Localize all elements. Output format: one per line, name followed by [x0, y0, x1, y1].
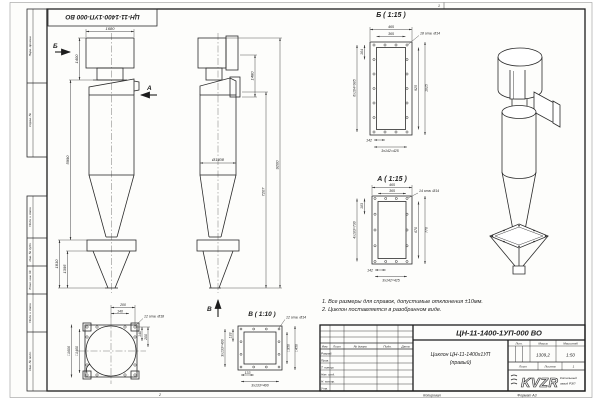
dim-label: 770: [424, 227, 429, 233]
dim-label: 142: [367, 268, 373, 273]
dim-label: 200: [120, 303, 126, 307]
company-name-line1: Котельный: [560, 376, 577, 380]
view-title: Б ( 1:15 ): [376, 12, 406, 19]
company-name-line2: завод РЭП: [560, 381, 576, 386]
stamp-label: Подп. и дата: [28, 207, 32, 227]
dim-label: 183: [360, 203, 364, 209]
dim-label: 465: [388, 25, 394, 29]
note-line-1: 1. Все размеры для справок, допустимые отклонения ±10мм.: [322, 299, 483, 305]
dim-label: 3х133=400: [220, 339, 225, 357]
format-label: Формат А3: [517, 393, 537, 398]
sig-row-label: Пров.: [321, 358, 330, 363]
scale-value: 1:50: [566, 352, 575, 358]
scale-label: Масштаб: [563, 341, 578, 346]
sig-row-label: Нач. отд.: [321, 372, 335, 377]
stamp-label: Инв. № подл.: [28, 351, 32, 371]
dim-label: 9200: [274, 160, 280, 170]
col-header: Изм.: [321, 344, 329, 349]
lit-label: Лит.: [515, 341, 523, 346]
dim-label: 3х133=400: [251, 383, 269, 388]
stamp-label: Перв. примен.: [28, 35, 32, 57]
stamp-label: Взам. инв. №: [28, 270, 32, 290]
doc-number: ЦН-11-1400-1УП-000 ВО: [456, 328, 542, 338]
dim-label: 1680: [105, 25, 115, 31]
sig-row-label: Т. контр.: [321, 365, 335, 370]
sheets-value: 1: [572, 364, 575, 369]
sig-row-label: Утв.: [321, 386, 329, 391]
product-name: Циклон ЦН-11-1400х1УП: [430, 352, 491, 358]
dim-label: 465: [389, 183, 395, 187]
dim-label: 140: [137, 331, 142, 337]
holes-note: 14 отв. Ø14: [419, 189, 440, 193]
dim-label: Ø1408: [211, 157, 225, 162]
product-variant: (правый): [449, 360, 472, 366]
dim-label: 164: [360, 49, 364, 55]
dim-label: □450: [294, 344, 299, 352]
dim-label: 5990: [65, 155, 70, 165]
dim-label: 1480: [249, 71, 255, 81]
copied-label: Копировал: [423, 393, 441, 398]
note-line-2: 2. Циклон поставляется в разобранном виде.: [322, 307, 442, 313]
dim-label: 670: [414, 227, 418, 233]
dim-label: 133: [228, 332, 233, 339]
col-header: Подп.: [383, 344, 392, 349]
dim-label: 1810: [54, 259, 59, 269]
sheet-label: Лист: [519, 364, 527, 369]
dim-label: 365: [388, 32, 394, 36]
view-title: А ( 1:15 ): [377, 176, 407, 183]
section-arrow-a-label: А: [147, 85, 152, 92]
dim-label: 925: [414, 85, 418, 91]
dim-label: 1400: [74, 54, 79, 64]
fold-mark-bottom: 2: [159, 393, 161, 397]
mass-label: Масса: [538, 341, 548, 346]
dim-label: 1025: [424, 84, 429, 92]
section-arrow-b-label: Б: [53, 43, 58, 50]
view-title: В ( 1:10 ): [248, 311, 276, 318]
dim-label: □350: [286, 344, 291, 352]
dim-label: 6х164=985: [352, 79, 357, 97]
stamp-label: Справ. №: [28, 112, 32, 128]
holes-note: 18 отв. Ø14: [420, 31, 441, 36]
holes-note: 12 отв. Ø18: [144, 314, 165, 319]
mass-value: 1309,2: [536, 352, 550, 358]
stamp-label: Подп. и дата: [28, 303, 32, 323]
dim-label: 3х142=425: [381, 149, 399, 153]
section-arrow-v-label: В: [207, 306, 212, 313]
top-doc-number-rotated: ЦН-11-1400-1УП-000 ВО: [65, 13, 140, 20]
col-header: Дата: [401, 344, 410, 349]
dim-label: 365: [389, 189, 395, 194]
col-header: Лист: [333, 344, 341, 349]
dim-label: 1395: [62, 264, 67, 274]
stamp-label: Инв. № дубл.: [28, 242, 32, 262]
dim-label: 7207: [260, 187, 266, 197]
col-header: № докум.: [353, 344, 368, 349]
sheets-label: Листов: [544, 364, 556, 369]
dim-label: 4х183=730: [352, 221, 357, 239]
dim-label: 142: [366, 138, 372, 143]
dim-label: 140: [117, 309, 123, 314]
logo-text: KVZR: [521, 375, 559, 390]
dim-label: □1606: [67, 346, 71, 356]
holes-note: 12 отв. Ø14: [286, 315, 307, 320]
sig-row-label: Н. контр.: [321, 379, 335, 384]
dim-label: 3х142=425: [382, 278, 400, 283]
fold-mark-top: 1: [438, 4, 440, 8]
sig-row-label: Разраб.: [321, 351, 333, 356]
dim-label: 133: [244, 370, 251, 375]
dim-label: 200: [143, 334, 148, 340]
dim-label: □1460: [75, 346, 79, 356]
